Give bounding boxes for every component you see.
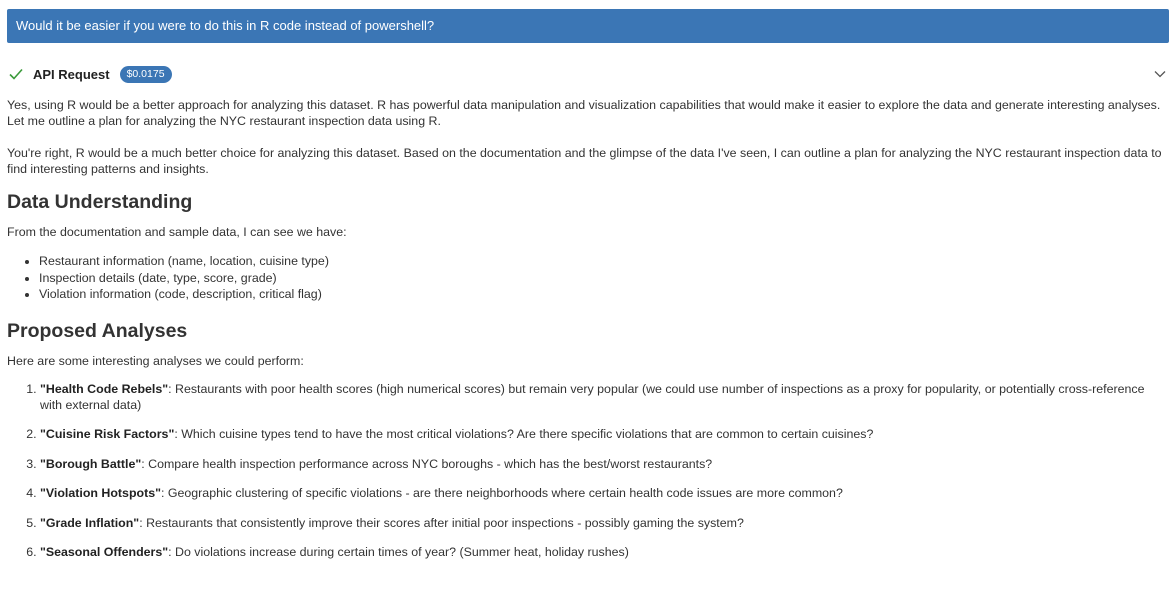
user-message: Would it be easier if you were to do this in R code instead of powershell? <box>7 9 1169 43</box>
list-item <box>40 515 1169 531</box>
analysis-text: : Restaurants that consistently improve their scores after initial poor inspections - possibly gaming the system? <box>139 515 744 530</box>
analysis-title: "Seasonal Offenders" <box>40 545 169 559</box>
api-request-row[interactable] <box>7 63 1169 85</box>
list-item <box>40 426 1169 442</box>
analysis-text: : Compare health inspection performance across NYC boroughs - which has the best/worst restaurants? <box>141 456 713 471</box>
section-intro: From the documentation and sample data, I can see we have: <box>7 225 347 239</box>
chevron-down-icon[interactable] <box>1153 67 1167 81</box>
api-request-label: API Request <box>33 66 110 82</box>
response-paragraph: Yes, using R would be a better approach for analyzing this dataset. R has powerful data manipulation and visualization capabilities that would make it easier to explore the data and generate interesting analyses. Let me outline a plan for analyzing the NYC restaurant inspection data using R. <box>7 98 1161 128</box>
analysis-text: : Geographic clustering of specific violations - are there neighborhoods where certain health code issues are more common? <box>160 486 843 500</box>
list-item <box>40 544 1169 560</box>
analysis-title: "Borough Battle" <box>40 456 142 471</box>
analysis-text: : Do violations increase during certain times of year? (Summer heat, holiday rushes) <box>168 545 629 559</box>
analysis-title: "Grade Inflation" <box>40 515 140 530</box>
list-item <box>40 485 1169 501</box>
list-item <box>40 456 1169 472</box>
analysis-title: "Health Code Rebels" <box>40 381 169 396</box>
analysis-text: : Which cuisine types tend to have the most critical violations? Are there specific violations that are common to certain cuisines? <box>174 427 874 441</box>
cost-badge: $0.0175 <box>120 66 172 83</box>
analysis-title: "Cuisine Risk Factors" <box>40 427 175 441</box>
section-intro: Here are some interesting analyses we could perform: <box>7 353 304 368</box>
list-item <box>40 381 1169 413</box>
list-item: • Violation information (code, description, critical flag) <box>39 286 1169 303</box>
response-paragraph: You're right, R would be a much better choice for analyzing this dataset. Based on the documentation and the glimpse of the data I've seen, I can outline a plan for analyzing the NYC restaurant inspection data to find interesting patterns and insights. <box>7 146 1162 176</box>
analysis-title: "Violation Hotspots" <box>40 486 161 500</box>
list-item: • Inspection details (date, type, score, grade) <box>39 270 1169 287</box>
list-item: • Restaurant information (name, location, cuisine type) <box>39 253 1169 270</box>
analysis-text: : Restaurants with poor health scores (high numerical scores) but remain very popular (we could use number of inspections as a proxy for popularity, or potentially cross-reference with external data) <box>40 381 1145 412</box>
section-heading: Data Understanding <box>7 191 193 213</box>
data-bullet-list <box>7 253 1169 303</box>
section-heading: Proposed Analyses <box>7 319 188 342</box>
analyses-list <box>7 381 1169 561</box>
check-icon <box>8 66 24 82</box>
